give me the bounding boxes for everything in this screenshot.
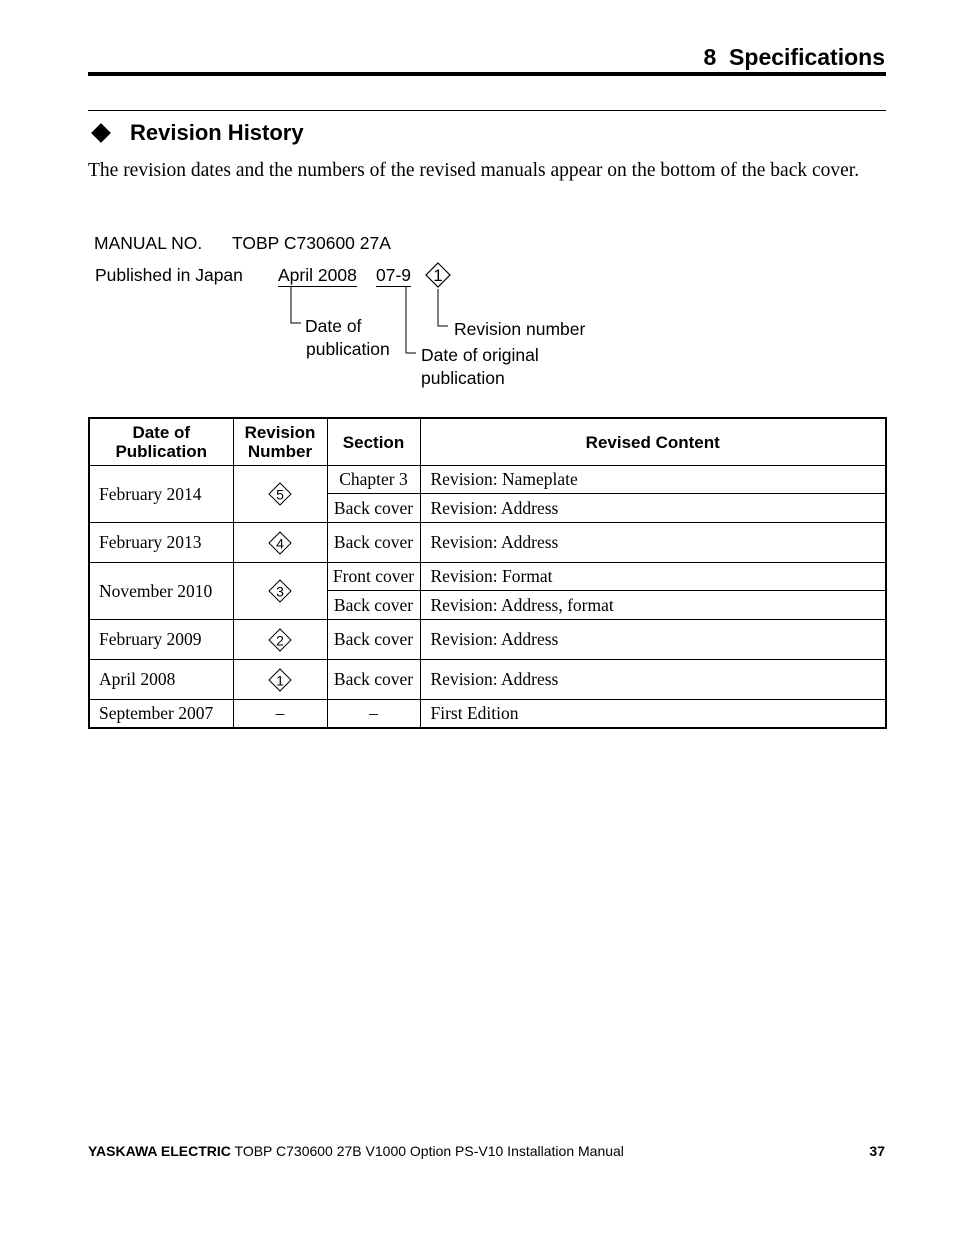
footer-doc: TOBP C730600 27B V1000 Option PS-V10 Installation Manual	[234, 1143, 624, 1159]
revision-cell	[233, 620, 327, 660]
content-cell: Revision: Address	[420, 523, 886, 563]
callout-original-line2: publication	[421, 368, 505, 388]
section-cell: Front cover	[327, 563, 420, 591]
section-cell: Back cover	[327, 660, 420, 700]
revision-cell	[233, 466, 327, 523]
section-cell: –	[327, 700, 420, 728]
revision-diamond-icon	[268, 579, 292, 603]
callout-date-line2: publication	[306, 339, 390, 359]
section-cell: Back cover	[327, 620, 420, 660]
section-title: Revision History	[130, 120, 304, 145]
callout-original-line1: Date of original	[421, 345, 539, 365]
section-cell: Back cover	[327, 494, 420, 523]
callout-date-line1: Date of	[305, 316, 362, 336]
content-cell: First Edition	[420, 700, 886, 728]
revision-symbol-icon	[424, 261, 452, 289]
header-revision-line1: Revision	[244, 423, 316, 442]
section-cell: Back cover	[327, 523, 420, 563]
header-date-line2: Publication	[115, 442, 208, 461]
content-cell: Revision: Address	[420, 620, 886, 660]
header-rule	[88, 72, 886, 76]
content-cell: Revision: Nameplate	[420, 466, 886, 494]
revision-diamond-number: 2	[276, 632, 284, 648]
header-date	[89, 418, 233, 466]
header-date-line1: Date of	[132, 423, 191, 442]
table-header-row	[89, 418, 886, 466]
section-cell: Back cover	[327, 591, 420, 620]
revision-diamond-number: 5	[276, 486, 284, 503]
revision-diamond-icon	[268, 628, 292, 652]
content-cell: Revision: Address	[420, 660, 886, 700]
table-row	[89, 620, 886, 660]
header-section: Section	[327, 418, 420, 466]
publication-date: April 2008	[278, 265, 357, 285]
date-cell: November 2010	[89, 563, 233, 620]
content-cell: Revision: Address, format	[420, 591, 886, 620]
table-row	[89, 563, 886, 591]
original-date-code: 07-9	[376, 265, 412, 285]
revision-diamond-icon	[268, 668, 292, 692]
date-cell: February 2014	[89, 466, 233, 523]
page-number: 37	[869, 1143, 885, 1159]
revision-cell: –	[233, 700, 327, 728]
content-cell: Revision: Address	[420, 494, 886, 523]
table-row	[89, 523, 886, 563]
revision-diamond-icon	[268, 482, 292, 506]
revision-cell	[233, 563, 327, 620]
header-content: Revised Content	[420, 418, 886, 466]
content-cell: Revision: Format	[420, 563, 886, 591]
revision-diamond-number: 3	[276, 583, 284, 600]
header-revision-line2: Number	[247, 442, 313, 461]
table-row	[89, 660, 886, 700]
revision-symbol-number: 1	[433, 266, 443, 285]
revision-table	[88, 417, 887, 729]
date-cell: September 2007	[89, 700, 233, 728]
header-revision	[233, 418, 327, 466]
manual-no-label: MANUAL NO.	[94, 233, 203, 253]
published-label: Published in Japan	[95, 265, 243, 285]
chapter-title: 8 Specifications	[703, 44, 885, 70]
manual-no-value: TOBP C730600 27A	[232, 233, 391, 253]
table-row	[89, 466, 886, 494]
date-cell: February 2013	[89, 523, 233, 563]
revision-diamond-number: 4	[276, 535, 284, 551]
revision-diamond-icon	[268, 531, 292, 555]
table-row	[89, 700, 886, 728]
revision-cell	[233, 523, 327, 563]
revision-diamond-number: 1	[276, 672, 284, 688]
intro-paragraph: The revision dates and the numbers of the revised manuals appear on the bottom of the back cover.	[88, 160, 860, 181]
section-heading	[90, 118, 304, 148]
callout-revision-number: Revision number	[454, 319, 586, 339]
date-cell: April 2008	[89, 660, 233, 700]
footer-brand: YASKAWA ELECTRIC	[88, 1143, 231, 1159]
diamond-bullet-icon	[91, 123, 111, 143]
date-cell: February 2009	[89, 620, 233, 660]
section-divider	[88, 110, 886, 111]
section-cell: Chapter 3	[327, 466, 420, 494]
revision-cell	[233, 660, 327, 700]
footer-doc-title	[88, 1143, 624, 1159]
